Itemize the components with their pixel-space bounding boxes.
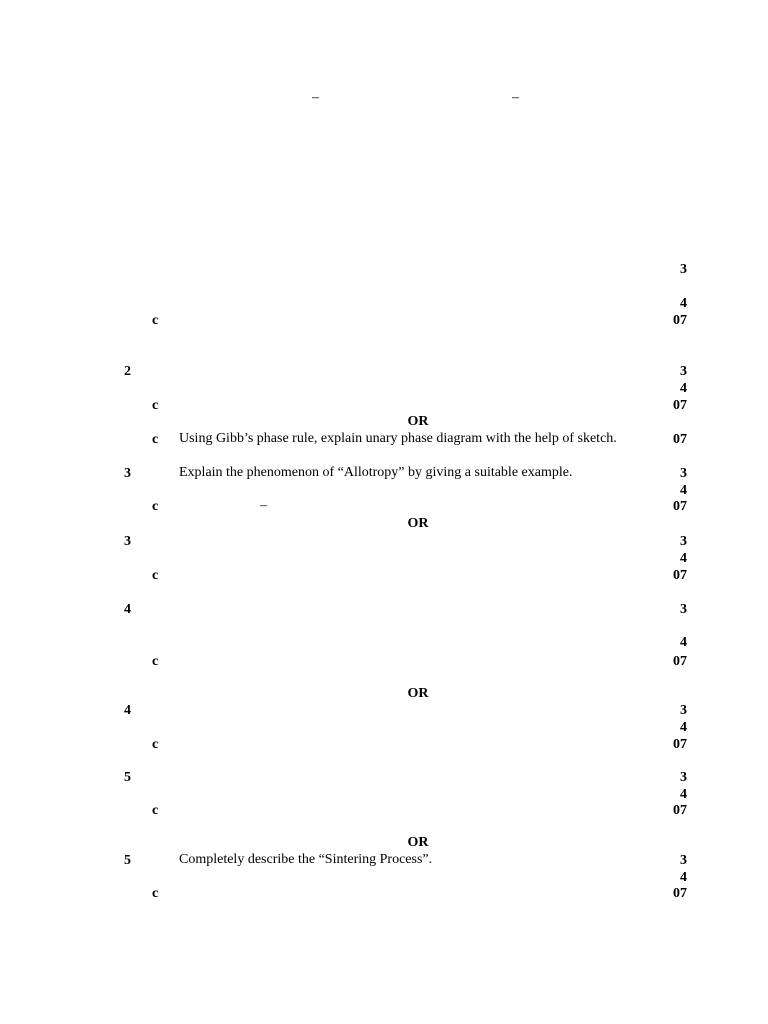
q4-sub-c: c bbox=[152, 654, 159, 669]
q3-alt-sub-c: c bbox=[152, 568, 159, 583]
q1-marks-b: 4 bbox=[680, 296, 687, 311]
q1-sub-c: c bbox=[152, 313, 159, 328]
q2-marks-b: 4 bbox=[680, 381, 687, 396]
q3-alt-marks-a: 3 bbox=[680, 534, 687, 549]
q2-number: 2 bbox=[124, 364, 131, 379]
q2-or-separator: OR bbox=[407, 414, 429, 429]
q4-number: 4 bbox=[124, 602, 131, 617]
q3-alt-number: 3 bbox=[124, 534, 131, 549]
q5-alt-number: 5 bbox=[124, 853, 131, 868]
q4-marks-a: 3 bbox=[680, 602, 687, 617]
q4-alt-sub-c: c bbox=[152, 737, 159, 752]
q4-alt-number: 4 bbox=[124, 703, 131, 718]
q5-alt-marks-c: 07 bbox=[673, 886, 687, 901]
q5-sub-c: c bbox=[152, 803, 159, 818]
q5-marks-c: 07 bbox=[673, 803, 687, 818]
q2-alt-sub-c: c bbox=[152, 432, 159, 447]
q5-alt-marks-a: 3 bbox=[680, 853, 687, 868]
q5-number: 5 bbox=[124, 770, 131, 785]
q2-alt-marks-c: 07 bbox=[673, 432, 687, 447]
q5-alt-question-text-a: Completely describe the “Sintering Process”. bbox=[179, 852, 433, 867]
q3-alt-marks-c: 07 bbox=[673, 568, 687, 583]
q3-alt-marks-b: 4 bbox=[680, 551, 687, 566]
header-dash-right: – bbox=[512, 90, 519, 105]
q5-alt-sub-c: c bbox=[152, 886, 159, 901]
q3-dash-c: – bbox=[260, 498, 267, 513]
q4-marks-b: 4 bbox=[680, 635, 687, 650]
q3-or-separator: OR bbox=[407, 516, 429, 531]
q4-alt-marks-a: 3 bbox=[680, 703, 687, 718]
q4-alt-marks-c: 07 bbox=[673, 737, 687, 752]
q3-number: 3 bbox=[124, 466, 131, 481]
q2-marks-a: 3 bbox=[680, 364, 687, 379]
q4-or-separator: OR bbox=[407, 686, 429, 701]
q3-marks-a: 3 bbox=[680, 466, 687, 481]
q5-marks-a: 3 bbox=[680, 770, 687, 785]
q5-marks-b: 4 bbox=[680, 787, 687, 802]
q3-marks-c: 07 bbox=[673, 499, 687, 514]
q4-marks-c: 07 bbox=[673, 654, 687, 669]
q2-alt-question-text: Using Gibb’s phase rule, explain unary phase diagram with the help of sketch. bbox=[179, 431, 617, 446]
q3-marks-b: 4 bbox=[680, 483, 687, 498]
header-dash-left: – bbox=[312, 90, 319, 105]
q1-marks-a: 3 bbox=[680, 262, 687, 277]
q5-alt-marks-b: 4 bbox=[680, 870, 687, 885]
q2-sub-c: c bbox=[152, 398, 159, 413]
q3-question-text-a: Explain the phenomenon of “Allotropy” by giving a suitable example. bbox=[179, 465, 573, 480]
q3-sub-c: c bbox=[152, 499, 159, 514]
q4-alt-marks-b: 4 bbox=[680, 720, 687, 735]
q1-marks-c: 07 bbox=[673, 313, 687, 328]
q2-marks-c: 07 bbox=[673, 398, 687, 413]
q5-or-separator: OR bbox=[407, 835, 429, 850]
